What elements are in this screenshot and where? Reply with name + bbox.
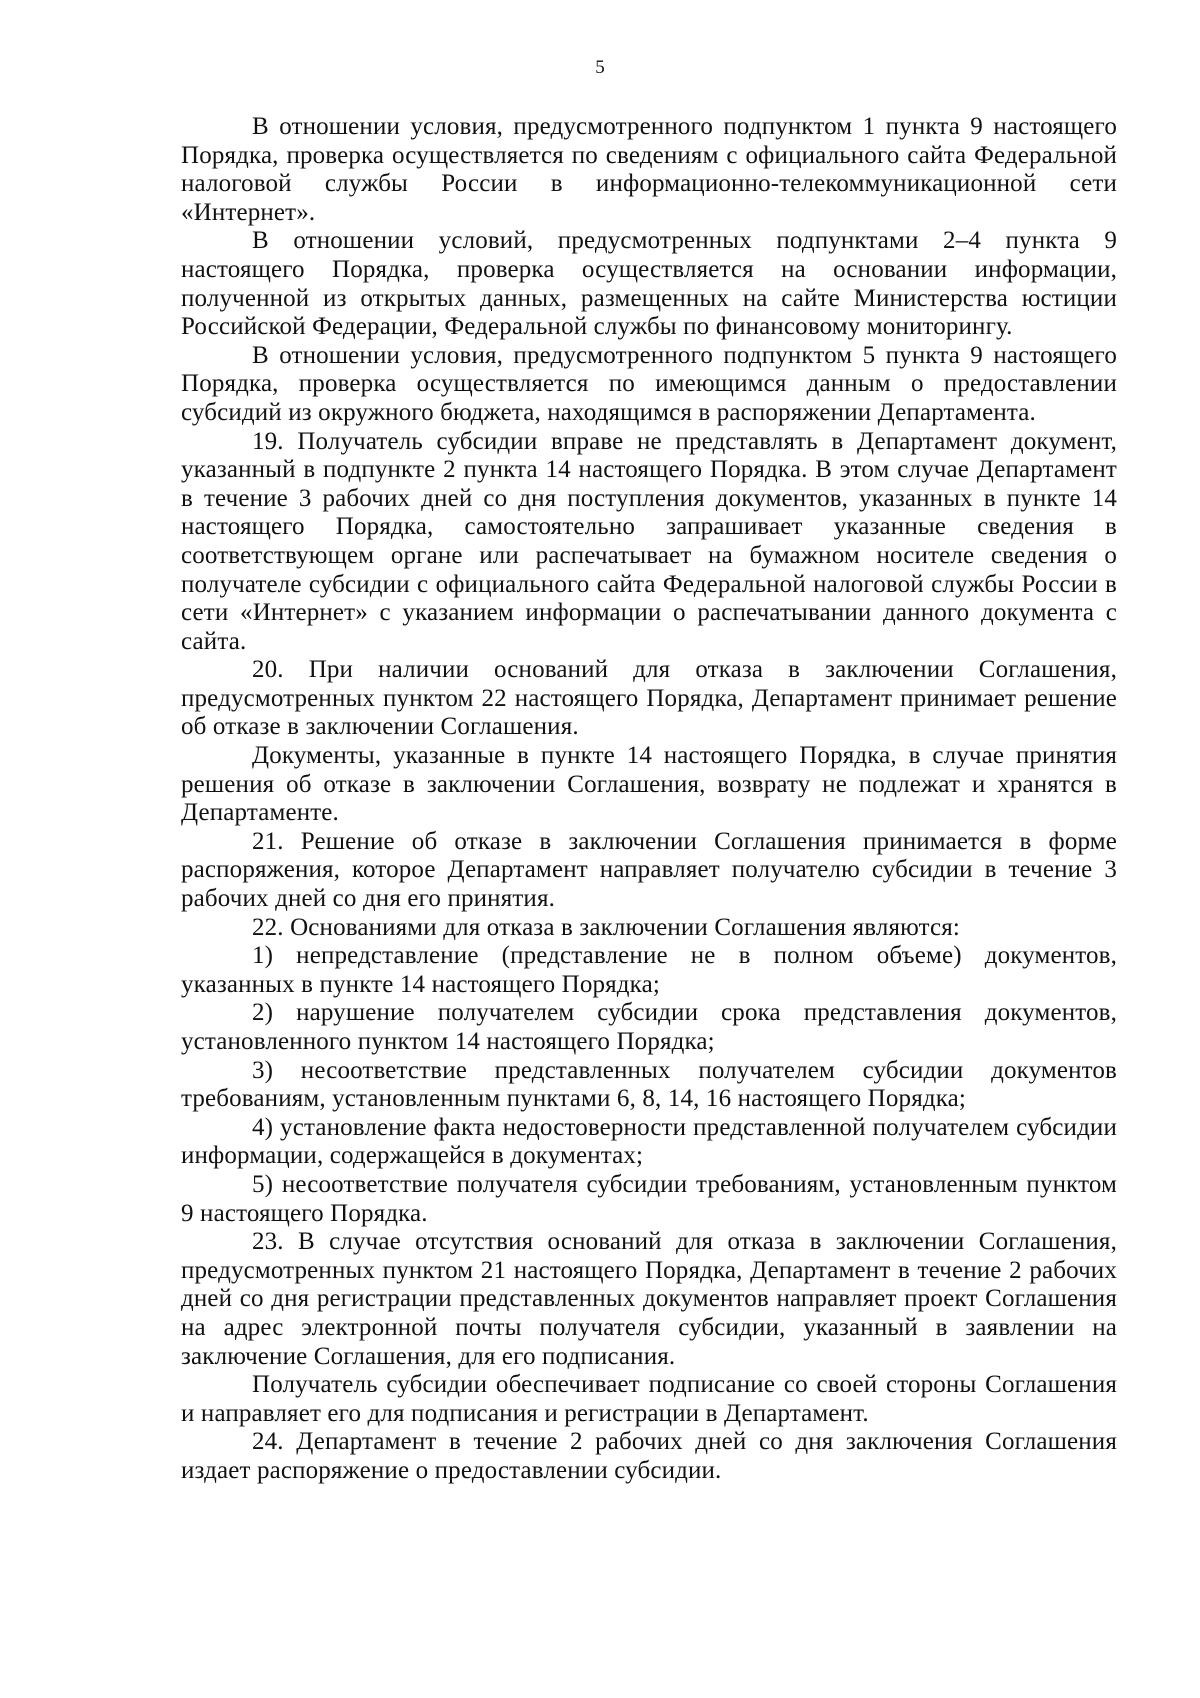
document-body [181,113,1117,1486]
list-item: 4) установление факта недостоверности представленной получателем субсидии информации, содержащейся в документах; [181,1113,1117,1170]
list-item: 2) нарушение получателем субсидии срока представления документов, установленного пунктом 14 настоящего Порядка; [181,999,1117,1055]
list-item: 5) несоответствие получателя субсидии требованиям, установленным пунктом 9 настоящего Порядка. [181,1170,1117,1227]
list-item: 1) непредставление (представление не в полном объеме) документов, указанных в пункте 14 настоящего Порядка; [181,942,1117,998]
paragraph: В отношении условий, предусмотренных подпунктами 2–4 пункта 9 настоящего Порядка, проверка осуществляется на основании информации, полученной из открытых данных, размещенных на сайте Министерства юстиции Российской Федерации, Федеральной службы по финансовому мониторингу. [181,227,1117,341]
paragraph-item-20: 20. При наличии оснований для отказа в заключении Соглашения, предусмотренных пунктом 22 настоящего Порядка, Департамент принимает решение об отказе в заключении Соглашения. [181,656,1117,741]
list-item: 3) несоответствие представленных получателем субсидии документов требованиям, установленным пунктами 6, 8, 14, 16 настоящего Порядка; [181,1056,1117,1113]
paragraph: В отношении условия, предусмотренного подпунктом 1 пункта 9 настоящего Порядка, проверка осуществляется по сведениям с официального сайта Федеральной налоговой службы России в информационно-телекоммуникационной сети «Интернет». [181,113,1117,226]
paragraph-item-21: 21. Решение об отказе в заключении Соглашения принимается в форме распоряжения, которое Департамент направляет получателю субсидии в течение 3 рабочих дней со дня его принятия. [181,827,1117,913]
paragraph-item-19: 19. Получатель субсидии вправе не представлять в Департамент документ, указанный в подпункте 2 пункта 14 настоящего Порядка. В этом случае Департамент в течение 3 рабочих дней со дня поступления документов, указанных в пункте 14 настоящего Порядка, самостоятельно запрашивает указанные сведения в соответствующем органе или распечатывает на бумажном носителе сведения о получателе субсидии с официального сайта Федеральной налоговой службы России в сети «Интернет» с указанием информации о распечатывании данного документа с сайта. [181,427,1117,655]
paragraph: Получатель субсидии обеспечивает подписание со своей стороны Соглашения и направляет его для подписания и регистрации в Департамент. [181,1371,1117,1427]
paragraph: В отношении условия, предусмотренного подпунктом 5 пункта 9 настоящего Порядка, проверка осуществляется по имеющимся данным о предоставлении субсидий из окружного бюджета, находящимся в распоряжении Департамента. [181,341,1117,426]
paragraph: Документы, указанные в пункте 14 настоящего Порядка, в случае принятия решения об отказе в заключении Соглашения, возврату не подлежат и хранятся в Департаменте. [181,742,1117,827]
paragraph-item-22: 22. Основаниями для отказа в заключении Соглашения являются: [252,913,961,941]
paragraph-item-23: 23. В случае отсутствия оснований для отказа в заключении Соглашения, предусмотренных пунктом 21 настоящего Порядка, Департамент в течение 2 рабочих дней со дня регистрации представленных документов направляет проект Соглашения на адрес электронной почты получателя субсидии, указанный в заявлении на заключение Соглашения, для его подписания. [181,1228,1117,1370]
paragraph-item-24: 24. Департамент в течение 2 рабочих дней со дня заключения Соглашения издает распоряжение о предоставлении субсидии. [181,1428,1117,1484]
page-number: 5 [595,57,605,78]
